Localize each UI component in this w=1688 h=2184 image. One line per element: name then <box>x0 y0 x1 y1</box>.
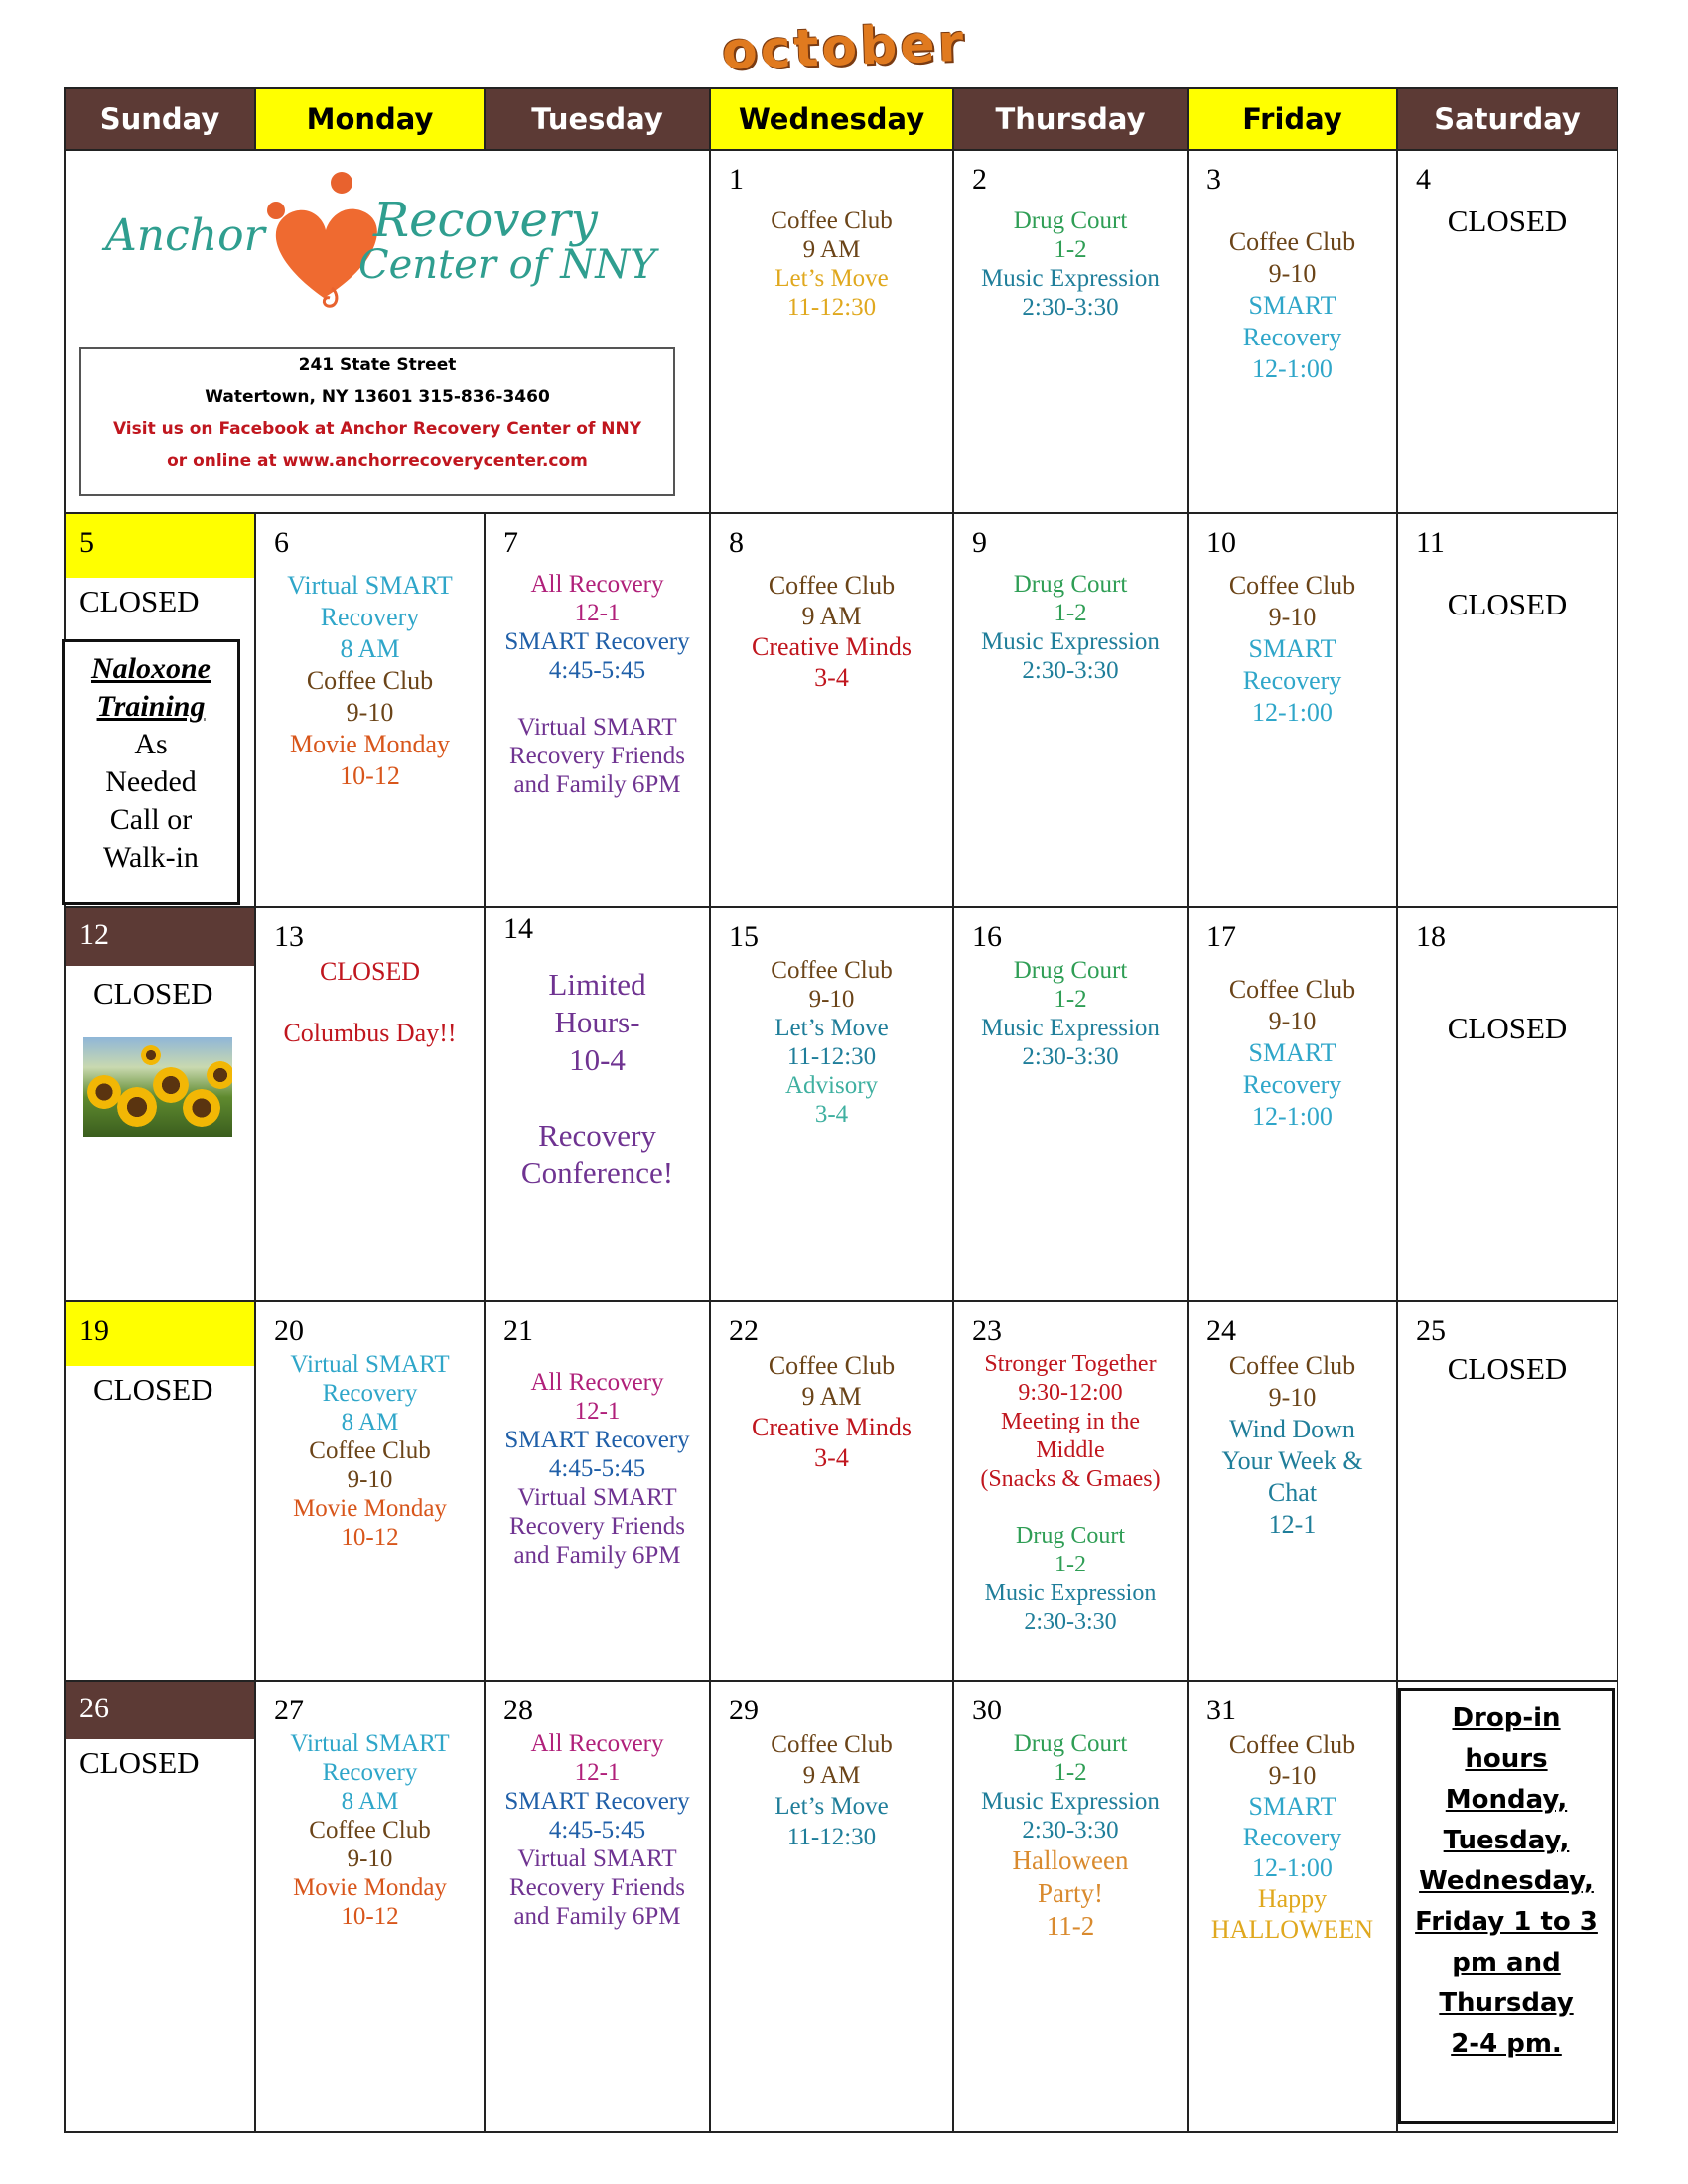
event-text: 8 AM <box>341 1409 399 1435</box>
anchor-recovery-logo <box>105 169 701 318</box>
day-events <box>711 206 952 322</box>
event-text: Virtual SMART <box>287 571 453 600</box>
day-number: 19 <box>66 1302 254 1366</box>
event-text: SMART Recovery <box>504 1788 690 1815</box>
naloxone-text: Call or <box>109 803 193 836</box>
day-events <box>711 1350 952 1473</box>
address-street: 241 State Street <box>298 355 457 375</box>
naloxone-training-box <box>62 639 240 905</box>
day-cell-11 <box>1397 513 1618 907</box>
weekday-header-row <box>65 88 1618 150</box>
event-text: Coffee Club <box>306 666 434 695</box>
address-city-phone: Watertown, NY 13601 315-836-3460 <box>205 387 550 407</box>
event-text: SMART <box>1248 1038 1336 1067</box>
day-number: 22 <box>729 1314 759 1347</box>
day-events <box>486 966 709 1192</box>
event-text: 1-2 <box>1055 1552 1086 1577</box>
event-text: 9 AM <box>802 236 861 263</box>
dropin-text: Friday 1 to 3 <box>1415 1907 1598 1937</box>
event-text: Drug Court <box>1016 1523 1125 1549</box>
day-number: 5 <box>66 514 254 578</box>
day-events <box>954 570 1187 685</box>
event-text: Creative Minds <box>751 1413 913 1441</box>
logo-cell <box>65 150 710 513</box>
day-cell-17 <box>1188 907 1397 1301</box>
event-text: 9-10 <box>1268 1007 1317 1035</box>
day-number: 4 <box>1416 163 1431 196</box>
dropin-text: Drop-in <box>1452 1704 1561 1733</box>
event-text: 9-10 <box>347 1466 393 1493</box>
event-text: Hours- <box>554 1005 640 1039</box>
day-cell-29 <box>710 1681 953 2132</box>
day-number: 12 <box>66 908 254 966</box>
event-text: and Family 6PM <box>513 1542 681 1569</box>
dropin-text: hours <box>1465 1744 1548 1774</box>
header-friday: Friday <box>1188 88 1397 150</box>
day-events <box>256 1729 484 1931</box>
event-text: SMART Recovery <box>504 628 690 655</box>
event-text: Recovery <box>1242 666 1342 695</box>
day-number: 23 <box>972 1314 1002 1347</box>
day-number: 25 <box>1416 1314 1446 1347</box>
event-text: Limited <box>548 967 646 1002</box>
day-number: 16 <box>972 920 1002 953</box>
event-text: Music Expression <box>981 628 1160 655</box>
facebook-text: Visit us on Facebook at Anchor Recovery Center of NNY <box>112 419 642 439</box>
dropin-text: pm and <box>1452 1948 1561 1978</box>
dropin-text: 2-4 pm. <box>1451 2029 1562 2059</box>
day-number: 29 <box>729 1694 759 1726</box>
event-text: 9 AM <box>801 602 862 630</box>
event-text: 1-2 <box>1054 1759 1087 1786</box>
event-text: 8 AM <box>340 634 400 663</box>
event-text: Wind Down <box>1229 1415 1355 1443</box>
day-cell-19 <box>65 1301 255 1681</box>
event-text: Meeting in the <box>1001 1409 1140 1434</box>
event-text: Coffee Club <box>309 1437 431 1464</box>
event-text: HALLOWEEN <box>1210 1915 1374 1944</box>
day-number: 31 <box>1206 1694 1236 1726</box>
event-text: Coffee Club <box>1228 975 1356 1004</box>
day-events <box>1189 974 1396 1133</box>
dropin-hours-box <box>1398 1688 1615 2124</box>
event-text: 1-2 <box>1054 236 1087 263</box>
day-events <box>711 956 952 1129</box>
day-cell-22 <box>710 1301 953 1681</box>
event-text: 10-12 <box>340 761 400 790</box>
day-number: 8 <box>729 526 744 559</box>
day-events <box>486 1368 709 1570</box>
event-text: 12-1:00 <box>1252 698 1333 727</box>
day-cell-5 <box>65 513 255 907</box>
event-text: Recovery <box>538 1118 656 1153</box>
event-text: Virtual SMART <box>517 1484 677 1511</box>
event-text: Recovery Friends <box>508 1513 686 1540</box>
event-text: SMART <box>1248 634 1336 663</box>
event-text: Virtual SMART <box>290 1351 450 1378</box>
event-text: 2:30-3:30 <box>1022 1817 1119 1843</box>
day-events <box>1189 226 1396 385</box>
event-text: 9-10 <box>346 698 394 727</box>
event-text: 10-4 <box>569 1042 626 1077</box>
event-text: 9-10 <box>1268 603 1317 631</box>
day-cell-15 <box>710 907 953 1301</box>
naloxone-text: Walk-in <box>103 841 199 874</box>
day-cell-13 <box>255 907 485 1301</box>
event-text: 11-12:30 <box>786 294 877 321</box>
day-cell-3 <box>1188 150 1397 513</box>
event-text: (Snacks & Gmaes) <box>980 1466 1161 1492</box>
event-text: 2:30-3:30 <box>1022 657 1119 684</box>
event-text: Advisory <box>784 1072 879 1099</box>
day-cell-30 <box>953 1681 1188 2132</box>
event-text: Coffee Club <box>1228 1351 1356 1380</box>
closed-label: CLOSED <box>1447 587 1568 621</box>
event-text: Drug Court <box>1013 571 1128 598</box>
day-cell-26 <box>65 1681 255 2132</box>
day-cell-6 <box>255 513 485 907</box>
event-text: Music Expression <box>981 1015 1160 1041</box>
event-text: Coffee Club <box>1228 571 1356 600</box>
day-number: 18 <box>1416 920 1446 953</box>
dropin-text: Thursday <box>1439 1988 1574 2018</box>
event-text: SMART <box>1248 291 1336 320</box>
naloxone-title: Training <box>96 690 206 723</box>
event-text: 2:30-3:30 <box>1022 1043 1119 1070</box>
event-text: Coffee Club <box>771 1731 893 1758</box>
day-number: 10 <box>1206 526 1236 559</box>
day-number: 7 <box>503 526 518 559</box>
header-saturday: Saturday <box>1397 88 1618 150</box>
day-events <box>954 1350 1187 1637</box>
event-text: 12-1 <box>574 1759 621 1786</box>
day-events <box>256 1350 484 1552</box>
naloxone-text: As <box>134 728 168 760</box>
event-text: Coffee Club <box>768 1351 896 1380</box>
day-number: 17 <box>1206 920 1236 953</box>
day-events <box>1189 1729 1396 1945</box>
event-text: 12-1:00 <box>1252 1853 1333 1882</box>
event-text: 4:45-5:45 <box>548 1455 646 1482</box>
event-text: Recovery Friends <box>508 1874 686 1901</box>
day-cell-27 <box>255 1681 485 2132</box>
event-text: Virtual SMART <box>517 714 677 741</box>
header-thursday: Thursday <box>953 88 1188 150</box>
event-text: Let’s Move <box>774 1793 889 1820</box>
event-text: 3-4 <box>814 1443 849 1472</box>
day-number: 9 <box>972 526 987 559</box>
event-text: Music Expression <box>981 265 1160 292</box>
event-text: 11-12:30 <box>786 1043 877 1070</box>
logo-recovery-text: Recovery <box>373 193 598 248</box>
logo-anchor-text: Anchor <box>105 210 265 261</box>
event-text: 9-10 <box>347 1845 393 1872</box>
event-text: All Recovery <box>530 571 664 598</box>
day-cell-16 <box>953 907 1188 1301</box>
event-text: Coffee Club <box>768 571 896 600</box>
naloxone-title: Naloxone <box>91 652 211 685</box>
closed-label: CLOSED <box>1447 1351 1568 1386</box>
event-text: 2:30-3:30 <box>1024 1609 1117 1635</box>
day-events <box>954 956 1187 1071</box>
event-text: 10-12 <box>341 1524 399 1551</box>
logo-center-text: Center of NNY <box>358 242 656 288</box>
dropin-hours-cell <box>1397 1681 1618 2132</box>
event-text: 9-10 <box>1268 1761 1317 1790</box>
event-text: 12-1 <box>1268 1510 1317 1539</box>
day-events <box>954 1729 1187 1943</box>
day-cell-28 <box>485 1681 710 2132</box>
day-cell-31 <box>1188 1681 1397 2132</box>
day-number: 20 <box>274 1314 304 1347</box>
event-text: 1-2 <box>1054 986 1087 1013</box>
dropin-text: Wednesday, <box>1419 1866 1594 1896</box>
day-cell-25 <box>1397 1301 1618 1681</box>
day-number: 13 <box>274 920 304 953</box>
day-number: 1 <box>729 163 744 196</box>
header-tuesday: Tuesday <box>485 88 710 150</box>
day-number: 21 <box>503 1314 533 1347</box>
event-text: 9-10 <box>1268 259 1317 288</box>
event-text: Recovery <box>320 603 420 631</box>
day-events <box>486 1729 709 1931</box>
event-text: and Family 6PM <box>513 1903 681 1930</box>
header-monday: Monday <box>255 88 485 150</box>
day-events <box>1189 570 1396 729</box>
day-events <box>711 570 952 693</box>
day-events <box>486 570 709 799</box>
event-text: Party! <box>1038 1878 1103 1908</box>
event-text: 12-1:00 <box>1252 1102 1333 1131</box>
event-text: CLOSED <box>319 957 421 986</box>
event-text: Recovery <box>322 1759 418 1786</box>
day-number: 6 <box>274 526 289 559</box>
day-events <box>711 1729 952 1852</box>
event-text: Movie Monday <box>293 1874 447 1901</box>
event-text: Creative Minds <box>751 632 913 661</box>
closed-label: CLOSED <box>1447 1011 1568 1045</box>
event-text: Chat <box>1267 1478 1318 1507</box>
event-text: Stronger Together <box>984 1351 1157 1377</box>
event-text: 4:45-5:45 <box>548 1817 646 1843</box>
day-number: 24 <box>1206 1314 1236 1347</box>
event-text: Recovery <box>1242 323 1342 351</box>
event-text: Recovery <box>1242 1823 1342 1851</box>
event-text: 11-12:30 <box>786 1824 877 1850</box>
event-text: 1-2 <box>1054 600 1087 626</box>
event-text: Drug Court <box>1013 957 1128 984</box>
day-number: 26 <box>66 1682 254 1739</box>
closed-label: CLOSED <box>93 1372 213 1407</box>
closed-label: CLOSED <box>79 1745 200 1780</box>
day-cell-21 <box>485 1301 710 1681</box>
event-text: Recovery <box>322 1380 418 1407</box>
event-text: Coffee Club <box>1228 1730 1356 1759</box>
dropin-text: Monday, <box>1445 1785 1568 1815</box>
day-cell-20 <box>255 1301 485 1681</box>
event-text: Recovery Friends <box>508 743 686 769</box>
event-text: Conference! <box>520 1156 674 1190</box>
event-text: 11-2 <box>1046 1911 1095 1941</box>
event-text: Drug Court <box>1013 207 1128 234</box>
event-text: Let’s Move <box>774 265 889 292</box>
address-box <box>79 347 675 496</box>
day-number: 14 <box>503 912 533 945</box>
event-text: Drug Court <box>1013 1730 1128 1757</box>
event-text: 4:45-5:45 <box>548 657 646 684</box>
event-text: 12-1 <box>574 600 621 626</box>
event-text: 12-1 <box>574 1398 621 1425</box>
event-text: Coffee Club <box>309 1817 431 1843</box>
event-text: 12-1:00 <box>1252 354 1333 383</box>
day-cell-24 <box>1188 1301 1397 1681</box>
event-text: Your Week & <box>1221 1446 1363 1475</box>
event-text: Movie Monday <box>289 730 451 758</box>
event-text: 9 AM <box>801 1382 862 1411</box>
sunflowers-image <box>83 1037 232 1137</box>
header-wednesday: Wednesday <box>710 88 953 150</box>
event-text: Middle <box>1036 1437 1105 1463</box>
day-number: 2 <box>972 163 987 196</box>
calendar-grid <box>64 87 1618 2133</box>
day-number: 30 <box>972 1694 1002 1726</box>
event-text: 9-10 <box>1268 1383 1317 1412</box>
event-text: Columbus Day!! <box>283 1019 457 1047</box>
day-events <box>256 956 484 1049</box>
day-number: 15 <box>729 920 759 953</box>
event-text: Coffee Club <box>1228 227 1356 256</box>
event-text: 3-4 <box>814 663 849 692</box>
day-number: 11 <box>1416 526 1445 559</box>
event-text: Movie Monday <box>293 1495 447 1522</box>
header-sunday: Sunday <box>65 88 255 150</box>
day-cell-4 <box>1397 150 1618 513</box>
event-text: All Recovery <box>530 1369 664 1396</box>
day-cell-1 <box>710 150 953 513</box>
day-events <box>954 206 1187 322</box>
day-cell-18 <box>1397 907 1618 1301</box>
day-number: 28 <box>503 1694 533 1726</box>
closed-label: CLOSED <box>1447 204 1568 238</box>
event-text: 8 AM <box>341 1788 399 1815</box>
event-text: 3-4 <box>814 1101 849 1128</box>
event-text: Let’s Move <box>774 1015 889 1041</box>
event-text: 9 AM <box>802 1762 861 1789</box>
day-cell-8 <box>710 513 953 907</box>
event-text: Coffee Club <box>771 957 893 984</box>
day-events <box>1189 1350 1396 1541</box>
event-text: Music Expression <box>981 1788 1160 1815</box>
day-events <box>256 570 484 792</box>
event-text: 9-10 <box>808 986 855 1013</box>
event-text: Music Expression <box>984 1580 1157 1606</box>
day-number: 27 <box>274 1694 304 1726</box>
event-text: Virtual SMART <box>517 1845 677 1872</box>
naloxone-text: Needed <box>105 765 197 798</box>
event-text: Coffee Club <box>771 207 893 234</box>
day-cell-2 <box>953 150 1188 513</box>
day-cell-12 <box>65 907 255 1301</box>
event-text: 10-12 <box>341 1903 399 1930</box>
closed-label: CLOSED <box>93 976 213 1011</box>
event-text: 9:30-12:00 <box>1018 1380 1123 1406</box>
day-cell-7 <box>485 513 710 907</box>
event-text: Halloween <box>1012 1845 1129 1875</box>
day-cell-9 <box>953 513 1188 907</box>
event-text: SMART <box>1248 1792 1336 1821</box>
event-text: and Family 6PM <box>513 771 681 798</box>
event-text: Happy <box>1257 1884 1328 1913</box>
day-cell-14 <box>485 907 710 1301</box>
event-text: Virtual SMART <box>290 1730 450 1757</box>
event-text: SMART Recovery <box>504 1427 690 1453</box>
dropin-text: Tuesday, <box>1443 1826 1570 1855</box>
event-text: Recovery <box>1242 1070 1342 1099</box>
day-cell-10 <box>1188 513 1397 907</box>
day-cell-23 <box>953 1301 1188 1681</box>
event-text: All Recovery <box>530 1730 664 1757</box>
day-number: 3 <box>1206 163 1221 196</box>
event-text: 2:30-3:30 <box>1022 294 1119 321</box>
website-link[interactable]: or online at www.anchorrecoverycenter.com <box>167 451 588 471</box>
month-title: october <box>720 13 968 82</box>
closed-label: CLOSED <box>79 584 200 618</box>
